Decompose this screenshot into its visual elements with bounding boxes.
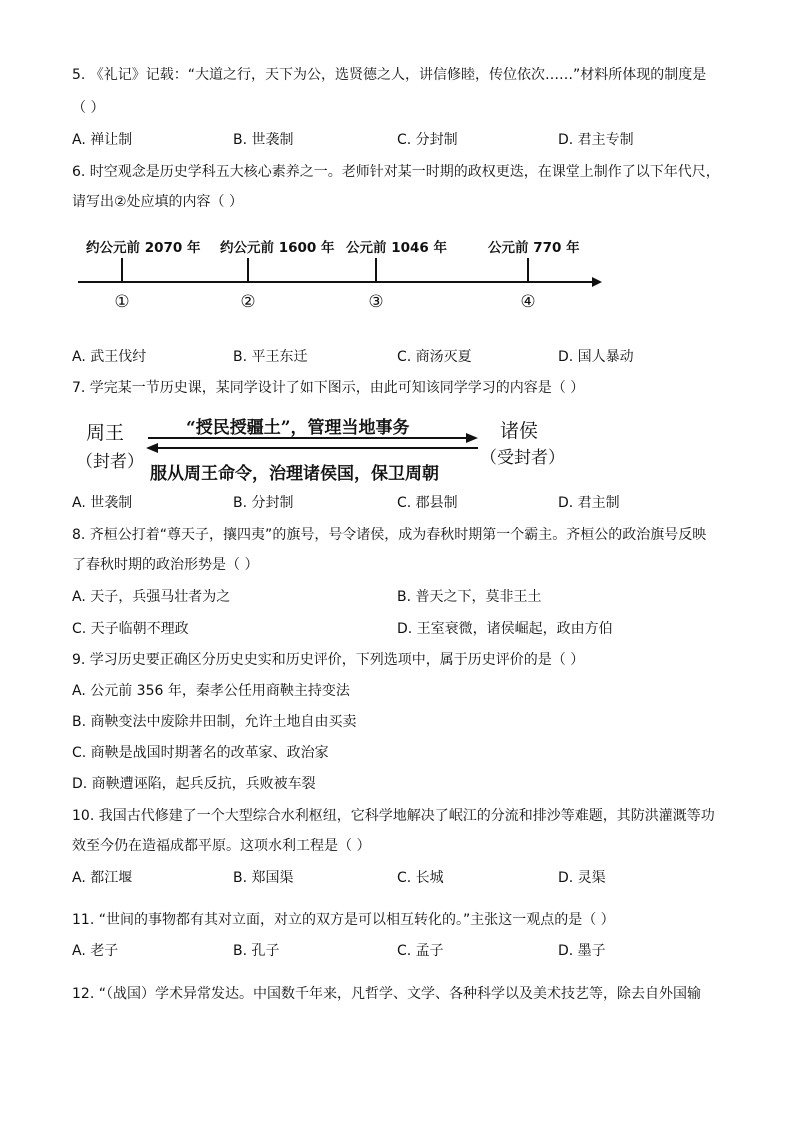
q10-option-c[interactable]: C. 长城 [397, 870, 444, 886]
q6-option-b[interactable]: B. 平王东迁 [233, 349, 308, 365]
q8-option-c[interactable]: C. 天子临朝不理政 [72, 621, 189, 637]
q9-option-d[interactable]: D. 商鞅遭诬陷，起兵反抗，兵败被车裂 [72, 776, 316, 792]
q6-option-a[interactable]: A. 武王伐纣 [72, 349, 147, 365]
q6-option-c[interactable]: C. 商汤灭夏 [397, 349, 472, 365]
q5-option-a[interactable]: A. 禅让制 [72, 132, 133, 148]
q7-option-b[interactable]: B. 分封制 [233, 495, 294, 511]
q7-option-c[interactable]: C. 郡县制 [397, 495, 458, 511]
q8-stem-line1: 8. 齐桓公打着“尊天子，攘四夷”的旗号，号令诸侯，成为春秋时期第一个霸主。齐桓公的政治旗号反映 [72, 527, 707, 543]
q10-stem-line1: 10. 我国古代修建了一个大型综合水利枢纽，它科学地解决了岷江的分流和排沙等难题，其防洪灌溉等功 [72, 808, 715, 824]
q5-stem-line2: （ ） [72, 100, 105, 116]
q12-stem: 12. “（战国）学术异常发达。中国数千年来，凡哲学、文学、各种科学以及美术技艺等，除去自外国输 [72, 986, 701, 1002]
timeline-label-2: 约公元前 1600 年 [220, 240, 335, 256]
diagram-arrows [0, 0, 794, 500]
timeline-label-3: 公元前 1046 年 [346, 240, 447, 256]
q7-option-d[interactable]: D. 君主制 [558, 495, 620, 511]
q5-option-c[interactable]: C. 分封制 [397, 132, 458, 148]
q8-stem-line2: 了春秋时期的政治形势是（ ） [72, 557, 259, 573]
q11-option-a[interactable]: A. 老子 [72, 943, 119, 959]
q10-option-d[interactable]: D. 灵渠 [558, 870, 606, 886]
timeline-marker-3: ③ [368, 292, 384, 312]
q6-option-d[interactable]: D. 国人暴动 [558, 349, 634, 365]
diagram-right-name: 诸侯 [500, 420, 539, 442]
q5-stem-line1: 5. 《礼记》记载：“大道之行，天下为公，选贤德之人，讲信修睦，传位依次……”材料所体现的制度是 [72, 67, 707, 83]
q7-stem: 7. 学完某一节历史课，某同学设计了如下图示，由此可知该同学学习的内容是（ ） [72, 380, 585, 396]
q8-option-a[interactable]: A. 天子，兵强马壮者为之 [72, 589, 231, 605]
q5-option-d[interactable]: D. 君主专制 [558, 132, 634, 148]
diagram-left-name: 周王 [86, 422, 125, 444]
q11-option-b[interactable]: B. 孔子 [233, 943, 280, 959]
timeline-label-1: 约公元前 2070 年 [86, 240, 201, 256]
q9-stem: 9. 学习历史要正确区分历史史实和历史评价，下列选项中，属于历史评价的是（ ） [72, 652, 585, 668]
q10-option-a[interactable]: A. 都江堰 [72, 870, 133, 886]
q11-option-c[interactable]: C. 孟子 [397, 943, 444, 959]
q8-option-b[interactable]: B. 普天之下，莫非王土 [397, 589, 542, 605]
q11-option-d[interactable]: D. 墨子 [558, 943, 606, 959]
q8-option-d[interactable]: D. 王室衰微，诸侯崛起，政由方伯 [397, 621, 613, 637]
q11-stem: 11. “世间的事物都有其对立面，对立的双方是可以相互转化的。”主张这一观点的是（ ） [72, 912, 615, 928]
timeline-marker-1: ① [114, 292, 130, 312]
q9-option-a[interactable]: A. 公元前 356 年，秦孝公任用商鞅主持变法 [72, 683, 350, 699]
timeline-marker-4: ④ [520, 292, 536, 312]
diagram-top-text: “授民授疆土”，管理当地事务 [186, 418, 410, 438]
arrow-right-head-icon [466, 433, 478, 443]
q6-stem-line1: 6. 时空观念是历史学科五大核心素养之一。老师针对某一时期的政权更迭，在课堂上制作了以下年代尺， [72, 164, 720, 180]
q9-option-b[interactable]: B. 商鞅变法中废除井田制，允许土地自由买卖 [72, 714, 357, 730]
q6-stem-line2: 请写出②处应填的内容（ ） [72, 194, 244, 210]
q9-option-c[interactable]: C. 商鞅是战国时期著名的改革家、政治家 [72, 745, 329, 761]
arrow-left-head-icon [146, 443, 158, 453]
timeline-marker-2: ② [240, 292, 256, 312]
q10-option-b[interactable]: B. 郑国渠 [233, 870, 294, 886]
q7-option-a[interactable]: A. 世袭制 [72, 495, 133, 511]
diagram-left-role: （封者） [76, 452, 144, 472]
diagram-bottom-text: 服从周王命令，治理诸侯国，保卫周朝 [150, 464, 439, 484]
q10-stem-line2: 效至今仍在造福成都平原。这项水利工程是（ ） [72, 838, 371, 854]
q5-option-b[interactable]: B. 世袭制 [233, 132, 294, 148]
timeline-label-4: 公元前 770 年 [488, 240, 580, 256]
diagram-right-role: （受封者） [480, 448, 565, 468]
